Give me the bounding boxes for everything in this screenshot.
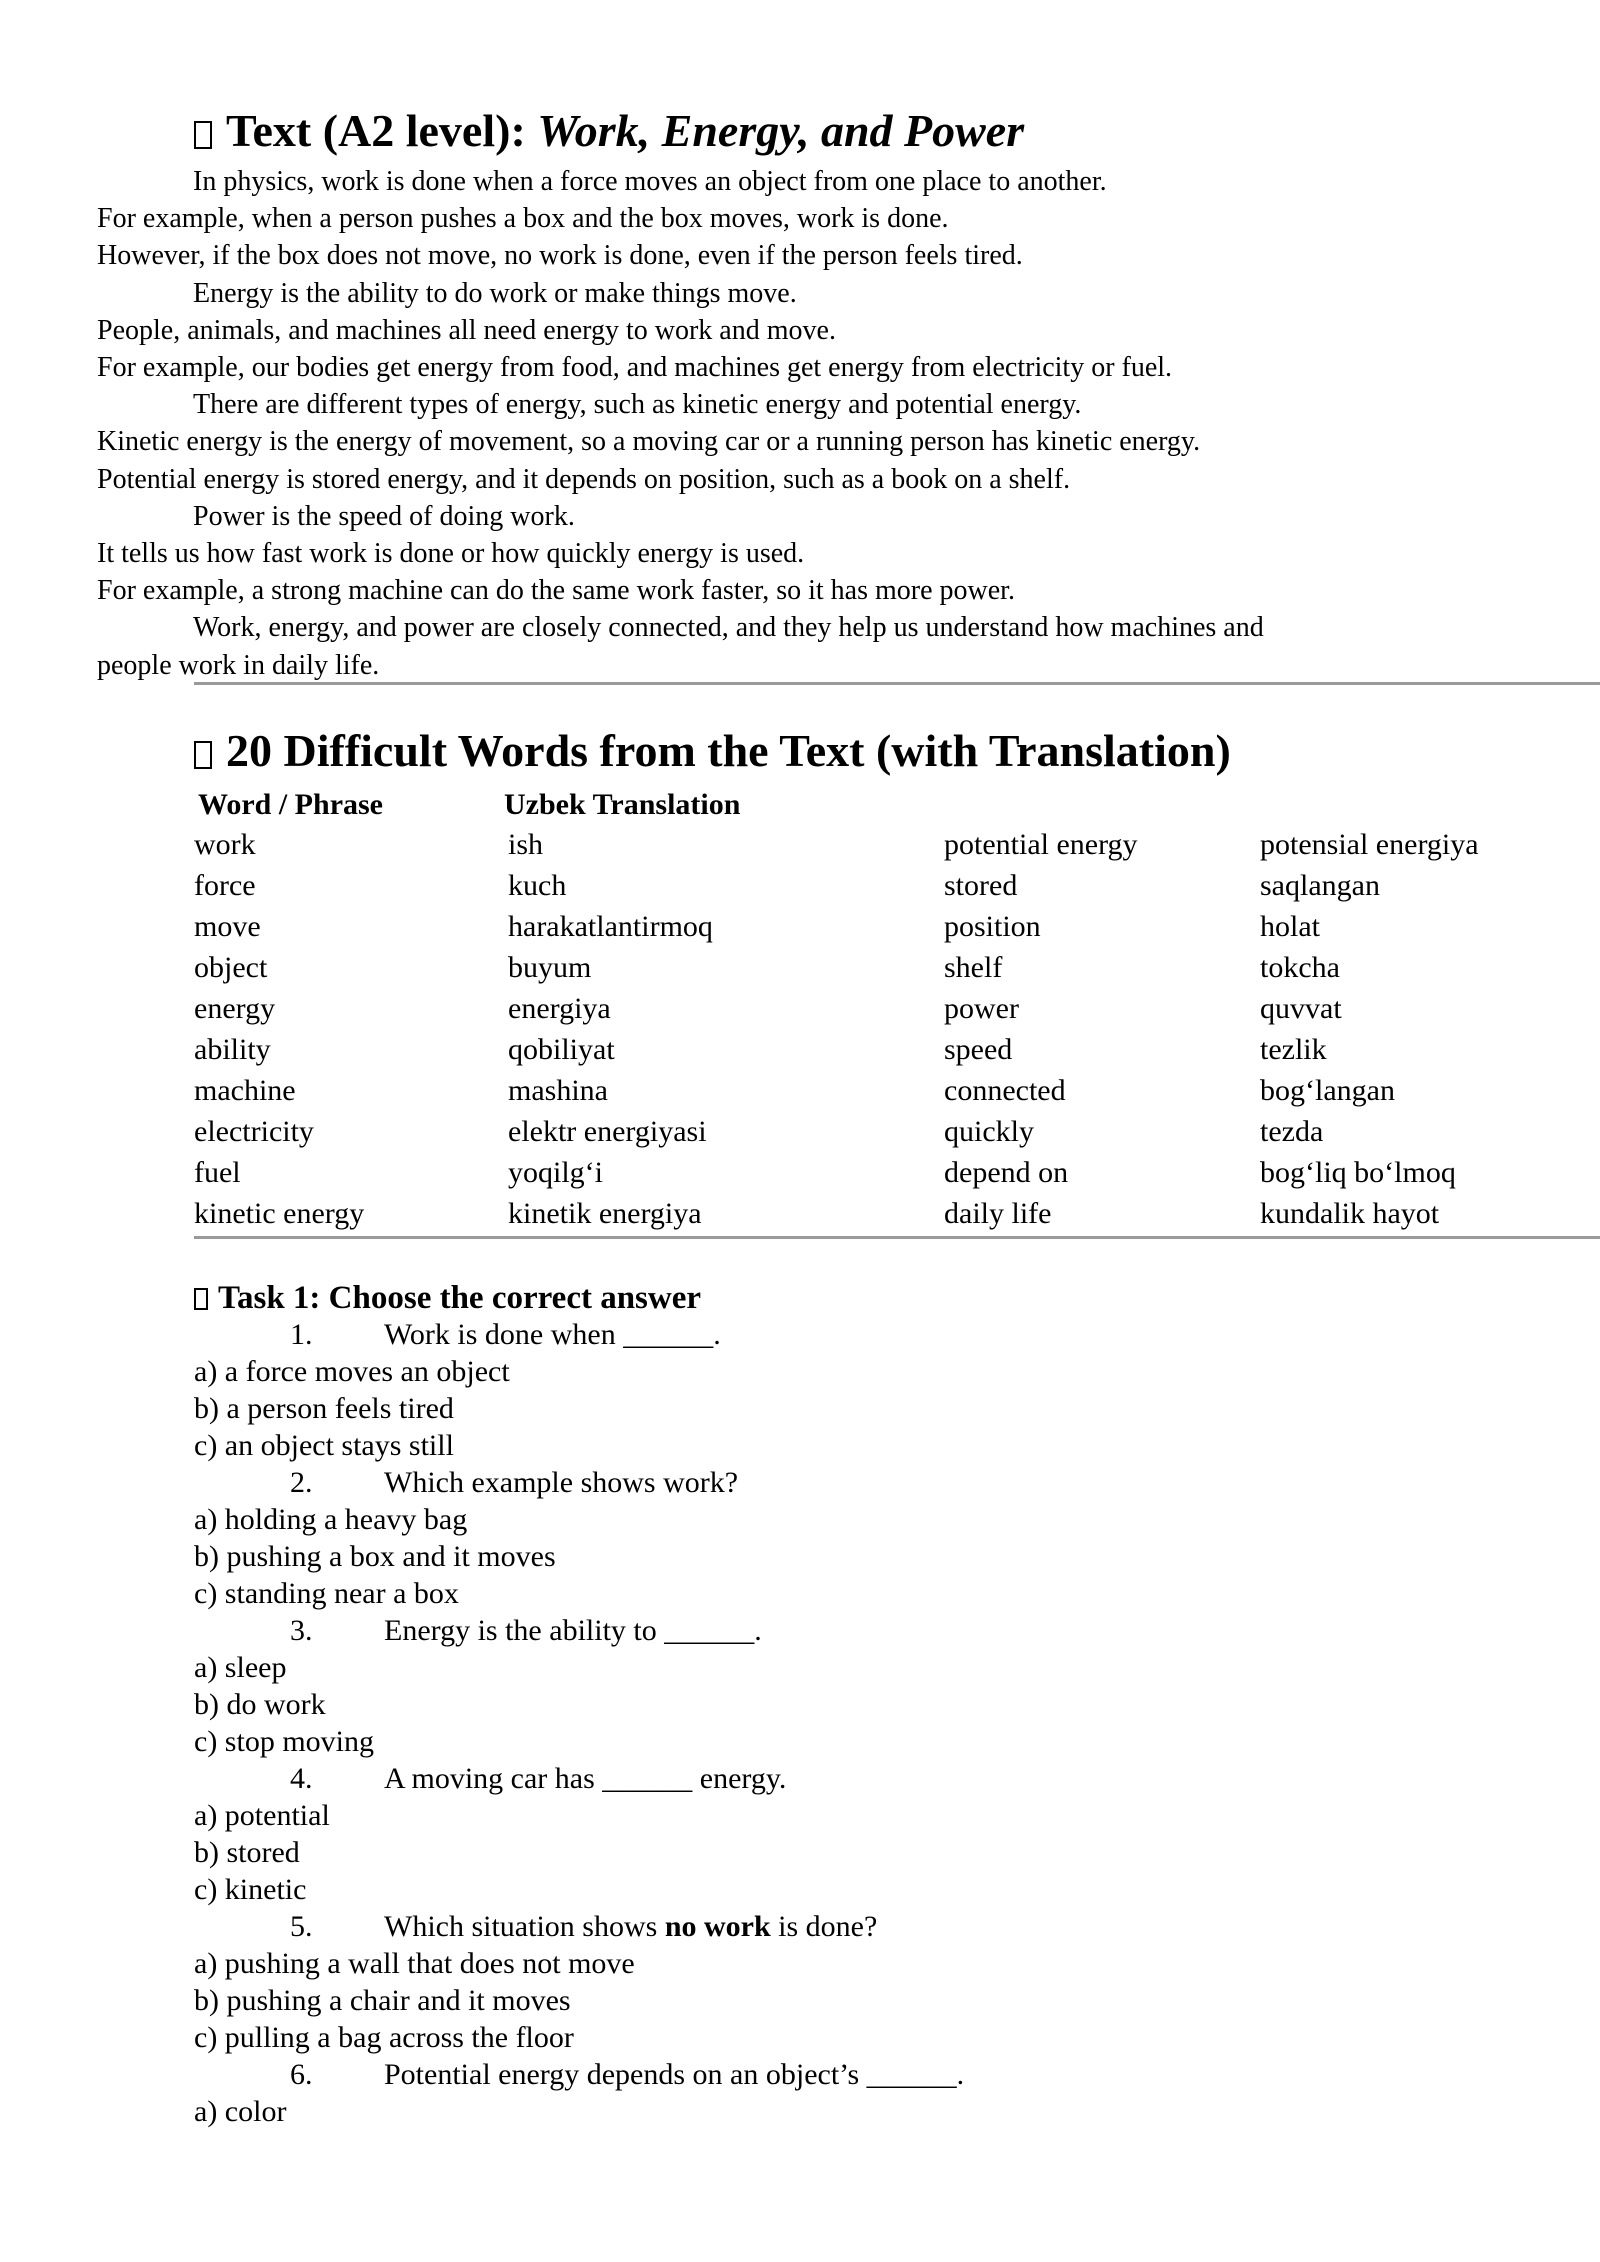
reading-text-heading — [194, 105, 1025, 156]
vocab-translation: bog‘liq bo‘lmoq — [1260, 1156, 1456, 1189]
vocab-translation: yoqilg‘i — [508, 1156, 603, 1189]
question-text — [384, 1616, 762, 1646]
answer-option: a) a force moves an object — [194, 1355, 510, 1388]
answer-option: c) stop moving — [194, 1725, 374, 1758]
vocab-translation: kuch — [508, 869, 567, 902]
answer-option: a) potential — [194, 1799, 330, 1832]
question-number: 4. — [290, 1762, 313, 1795]
answer-option: c) an object stays still — [194, 1429, 454, 1462]
question-text-start: A moving car has ______ energy. — [384, 1762, 787, 1795]
vocab-translation: quvvat — [1260, 992, 1342, 1025]
vocab-word: ability — [194, 1033, 271, 1066]
question-text-start: Potential energy depends on an object’s ______. — [384, 2058, 965, 2091]
section-divider — [194, 682, 1600, 685]
vocab-word: power — [944, 992, 1019, 1025]
question-text-start: Energy is the ability to ______. — [384, 1614, 762, 1647]
vocab-row — [194, 1076, 1600, 1117]
vocab-translation: tezda — [1260, 1115, 1324, 1148]
vocab-row — [194, 830, 1600, 871]
vocab-word: stored — [944, 869, 1018, 902]
missing-glyph-icon — [194, 1288, 208, 1310]
vocab-word: force — [194, 869, 256, 902]
paragraph-line: For example, our bodies get energy from food, and machines get energy from electricity or fuel. — [97, 352, 1173, 383]
vocab-row — [194, 1117, 1600, 1158]
vocab-word: kinetic energy — [194, 1197, 365, 1230]
question-text-start: Work is done when ______. — [384, 1318, 721, 1351]
answer-option: a) pushing a wall that does not move — [194, 1947, 635, 1980]
vocab-translation: tezlik — [1260, 1033, 1327, 1066]
vocab-translation: holat — [1260, 910, 1320, 943]
section-divider — [194, 1236, 1600, 1239]
answer-option: b) pushing a box and it moves — [194, 1540, 556, 1573]
answer-option: a) holding a heavy bag — [194, 1503, 468, 1536]
vocab-translation: kundalik hayot — [1260, 1197, 1440, 1230]
vocab-word: depend on — [944, 1156, 1069, 1189]
vocab-word: shelf — [944, 951, 1003, 984]
paragraph-line: Potential energy is stored energy, and it depends on position, such as a book on a shelf. — [97, 464, 1071, 495]
vocab-translation: saqlangan — [1260, 869, 1380, 902]
vocab-row — [194, 871, 1600, 912]
paragraph-line: People, animals, and machines all need energy to work and move. — [97, 315, 836, 346]
answer-option: b) pushing a chair and it moves — [194, 1984, 571, 2017]
vocab-translation: harakatlantirmoq — [508, 910, 713, 943]
task-heading-text: Task 1: Choose the correct answer — [218, 1280, 702, 1316]
vocab-word: work — [194, 828, 256, 861]
paragraph-line: There are different types of energy, such as kinetic energy and potential energy. — [193, 389, 1082, 420]
question-text-emphasis: no work — [664, 1910, 771, 1943]
column-header-translation: Uzbek Translation — [504, 788, 741, 821]
vocab-translation: potensial energiya — [1260, 828, 1479, 861]
answer-option: a) sleep — [194, 1651, 287, 1684]
vocab-translation: qobiliyat — [508, 1033, 615, 1066]
answer-option: b) a person feels tired — [194, 1392, 454, 1425]
paragraph-line: However, if the box does not move, no work is done, even if the person feels tired. — [97, 240, 1023, 271]
vocab-row — [194, 1199, 1600, 1240]
vocab-translation: mashina — [508, 1074, 608, 1107]
question-number: 1. — [290, 1318, 313, 1351]
vocab-word: connected — [944, 1074, 1066, 1107]
column-header-word: Word / Phrase — [198, 788, 383, 821]
vocab-translation: tokcha — [1260, 951, 1340, 984]
paragraph-line: Kinetic energy is the energy of movement, so a moving car or a running person has kinetic energy. — [97, 426, 1201, 457]
paragraph-line: Power is the speed of doing work. — [193, 501, 575, 532]
vocab-row — [194, 1158, 1600, 1199]
question-number: 3. — [290, 1614, 313, 1647]
question-number: 2. — [290, 1466, 313, 1499]
vocab-translation: elektr energiyasi — [508, 1115, 707, 1148]
vocab-word: daily life — [944, 1197, 1052, 1230]
paragraph-line: Energy is the ability to do work or make things move. — [193, 278, 797, 309]
question-text — [384, 1912, 877, 1942]
vocab-translation: ish — [508, 828, 544, 861]
question-text-start: Which example shows work? — [384, 1466, 739, 1499]
vocabulary-heading-text: 20 Difficult Words from the Text (with Translation) — [226, 725, 1231, 776]
vocab-word: energy — [194, 992, 276, 1025]
answer-option: a) color — [194, 2095, 287, 2128]
question-text — [384, 1468, 738, 1498]
answer-option: c) pulling a bag across the floor — [194, 2021, 574, 2054]
vocab-word: electricity — [194, 1115, 314, 1148]
question-text — [384, 1764, 786, 1794]
vocab-row — [194, 953, 1600, 994]
paragraph-line: For example, when a person pushes a box and the box moves, work is done. — [97, 203, 949, 234]
vocab-word: machine — [194, 1074, 296, 1107]
question-text — [384, 2060, 964, 2090]
vocab-row — [194, 1035, 1600, 1076]
paragraph-line: In physics, work is done when a force moves an object from one place to another. — [193, 166, 1107, 197]
vocab-word: move — [194, 910, 261, 943]
vocabulary-heading — [194, 725, 1231, 776]
paragraph-line: Work, energy, and power are closely connected, and they help us understand how machines and — [193, 612, 1264, 643]
question-text — [384, 1320, 721, 1350]
reading-heading-prefix: Text (A2 level): — [226, 105, 538, 156]
missing-glyph-icon — [194, 121, 212, 149]
vocab-word: quickly — [944, 1115, 1034, 1148]
vocab-translation: energiya — [508, 992, 611, 1025]
vocab-word: position — [944, 910, 1041, 943]
vocab-word: object — [194, 951, 268, 984]
vocab-translation: kinetik energiya — [508, 1197, 702, 1230]
paragraph-line: For example, a strong machine can do the same work faster, so it has more power. — [97, 575, 1015, 606]
vocab-word: fuel — [194, 1156, 241, 1189]
question-number: 5. — [290, 1910, 313, 1943]
vocab-row — [194, 912, 1600, 953]
question-text-start: Which situation shows — [384, 1910, 665, 1943]
answer-option: c) kinetic — [194, 1873, 307, 1906]
answer-option: b) stored — [194, 1836, 300, 1869]
vocab-word: speed — [944, 1033, 1013, 1066]
answer-option: b) do work — [194, 1688, 326, 1721]
vocab-translation: buyum — [508, 951, 592, 984]
missing-glyph-icon — [194, 741, 212, 769]
paragraph-line: It tells us how fast work is done or how quickly energy is used. — [97, 538, 805, 569]
task-heading — [194, 1282, 701, 1315]
vocab-row — [194, 994, 1600, 1035]
reading-heading-title: Work, Energy, and Power — [537, 105, 1025, 156]
question-number: 6. — [290, 2058, 313, 2091]
paragraph-line: people work in daily life. — [97, 650, 380, 681]
question-text-end: is done? — [770, 1910, 878, 1943]
vocab-translation: bog‘langan — [1260, 1074, 1395, 1107]
answer-option: c) standing near a box — [194, 1577, 459, 1610]
vocab-word: potential energy — [944, 828, 1138, 861]
